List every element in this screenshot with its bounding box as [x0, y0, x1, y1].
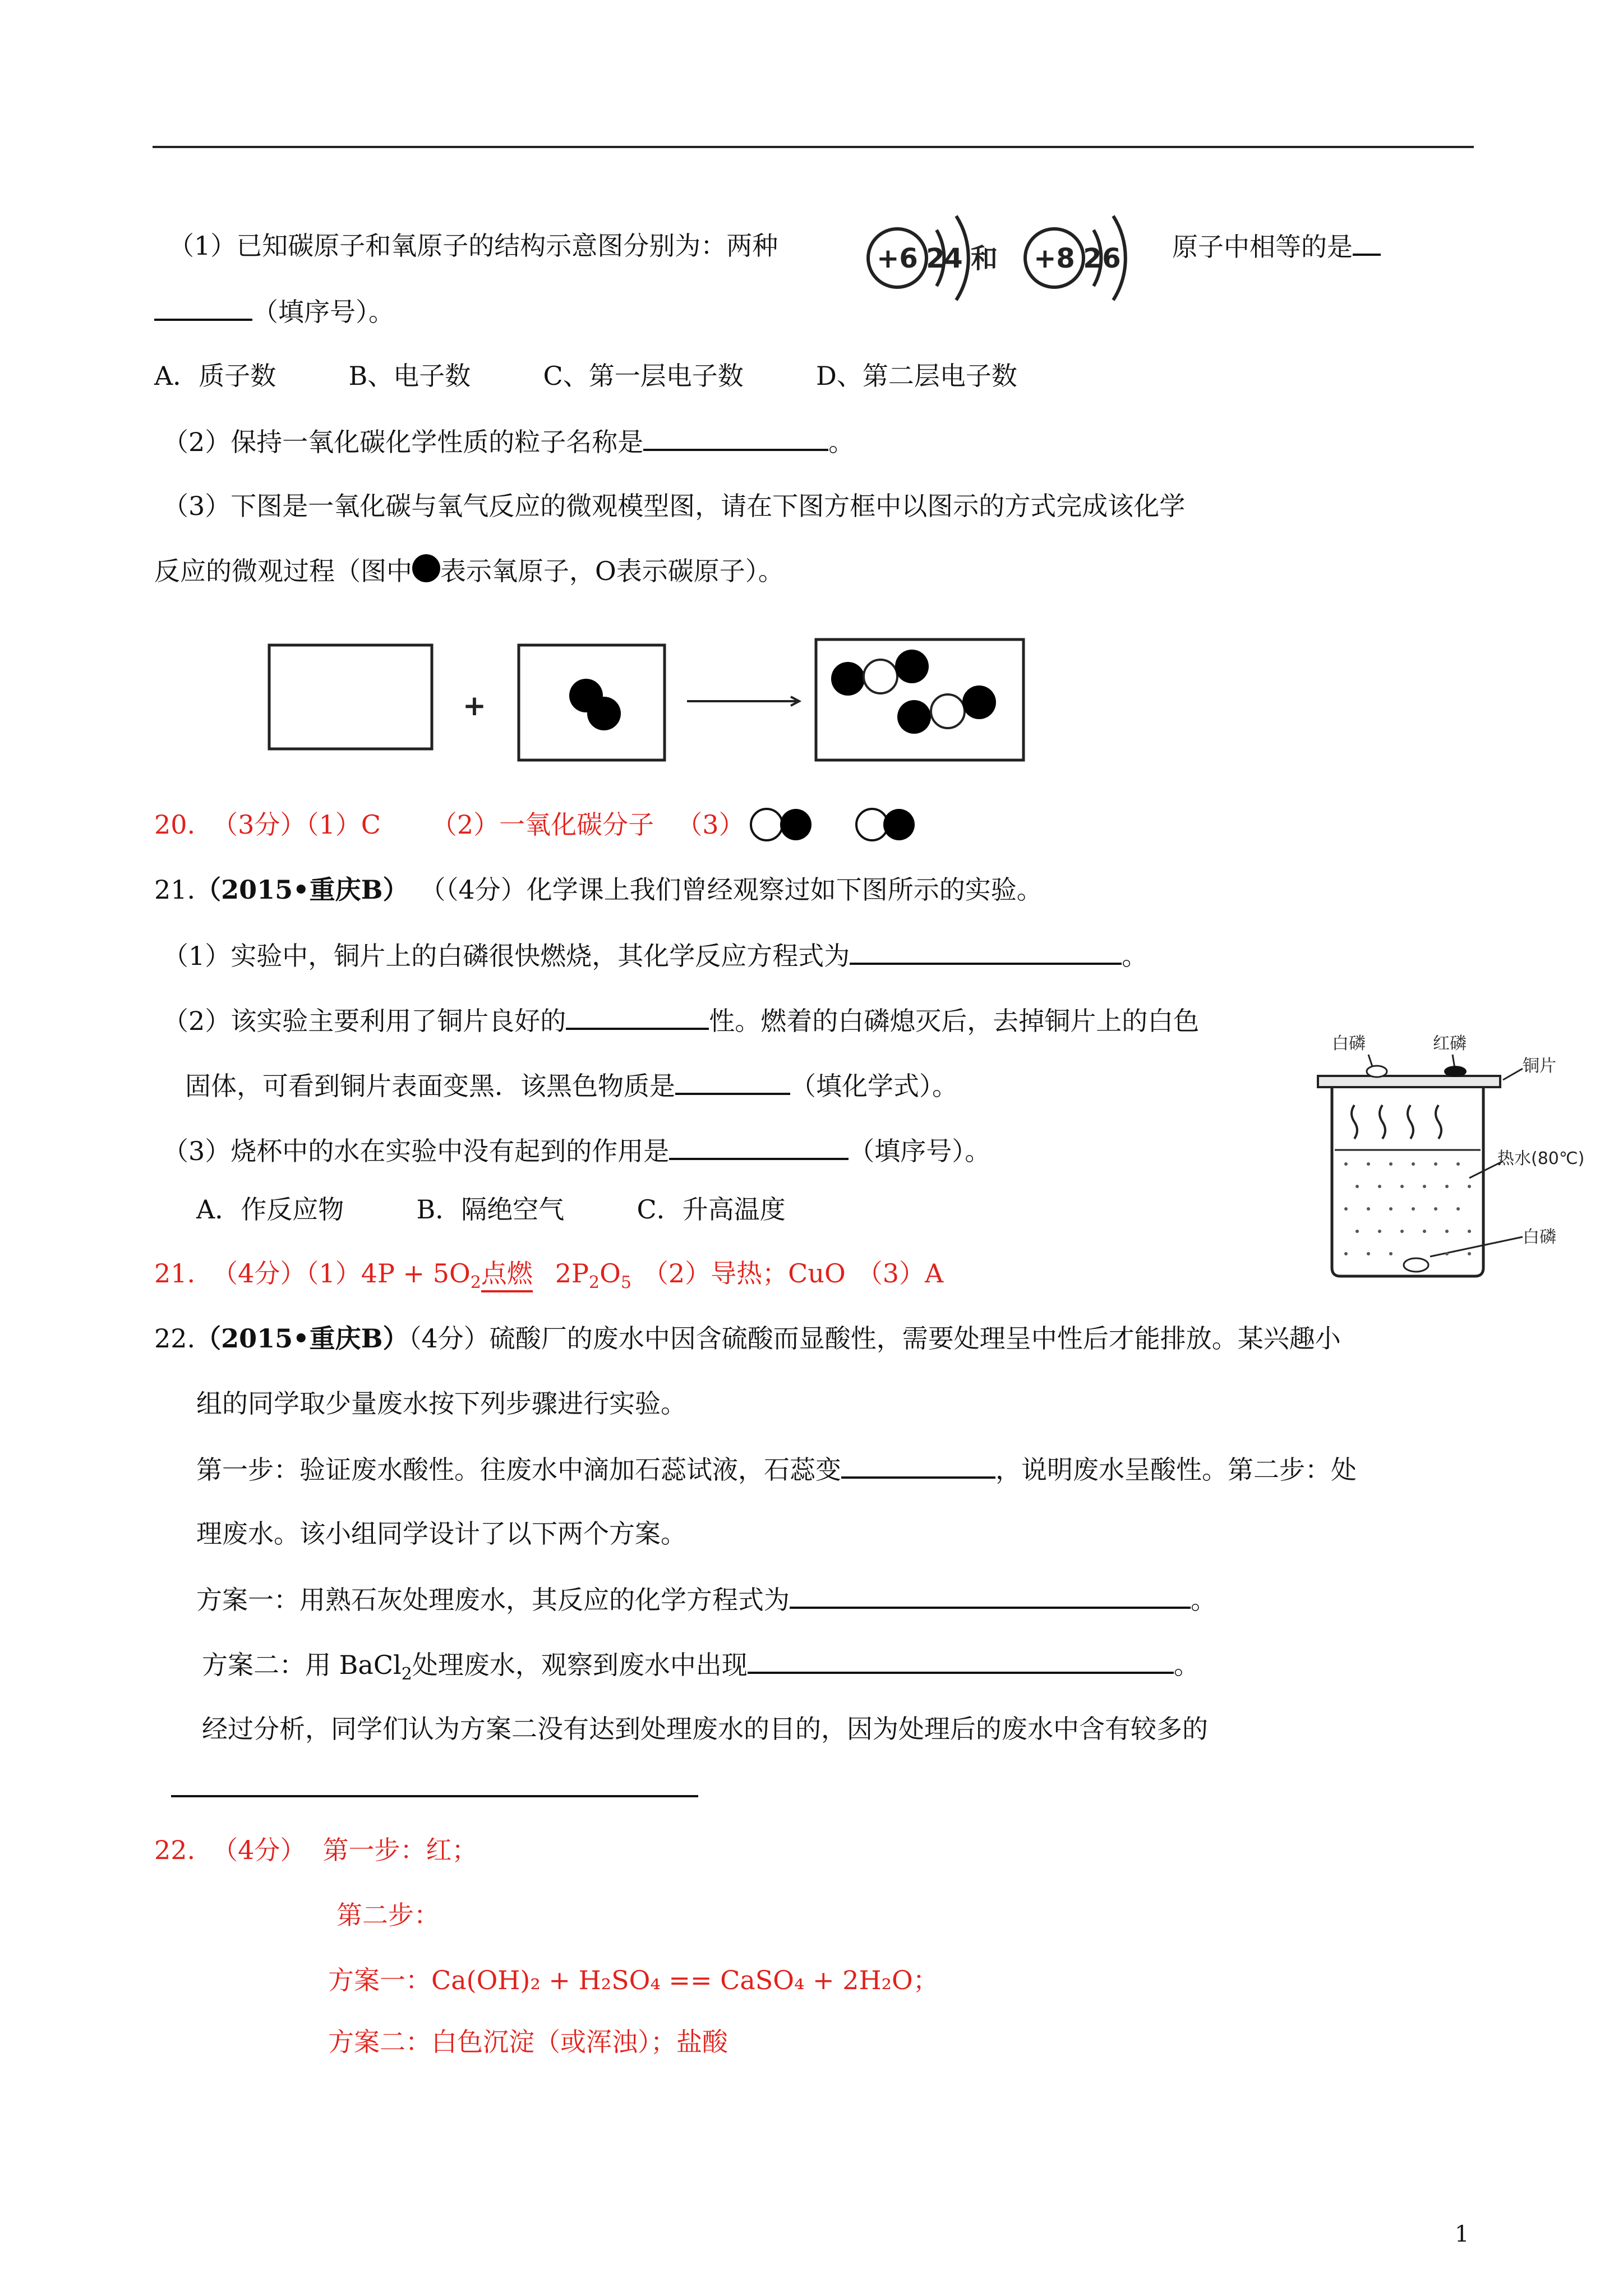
option-b: B．隔绝空气	[416, 1194, 565, 1225]
phosphorus-combustion-apparatus	[1307, 1027, 1585, 1285]
answer-blank[interactable]	[566, 1003, 709, 1030]
q19-part1-line2: （填序号）。	[154, 294, 394, 329]
oxygen-atom	[897, 700, 931, 734]
q21-part1: （1）实验中，铜片上的白磷很快燃烧，其化学反应方程式为 。	[163, 938, 1147, 973]
oxygen-nucleus: +8	[1034, 243, 1075, 274]
answer-blank[interactable]	[669, 1133, 849, 1160]
q22-line2: 组的同学取少量废水按下列步骤进行实验。	[196, 1388, 686, 1419]
q22-plan2: 方案二：用 BaCl$_2$处理废水，观察到废水中出现 。	[202, 1647, 1200, 1691]
oxygen-shell1: 2	[1083, 243, 1102, 274]
white-phosphorus-on-copper	[1367, 1066, 1387, 1077]
answer-blank[interactable]	[675, 1068, 790, 1095]
q22-plan1: 方案一：用熟石灰处理废水，其反应的化学方程式为 。	[196, 1582, 1216, 1617]
label-white-phosphorus: 白磷	[1332, 1034, 1366, 1053]
oxygen-atom	[895, 650, 929, 683]
q21-part2-line2: 固体，可看到铜片表面变黑．该黑色物质是 （填化学式）。	[185, 1068, 958, 1103]
steam-icon	[1352, 1105, 1441, 1139]
label-hot-water: 热水(80℃)	[1497, 1149, 1585, 1168]
q21-title: 21.（2015•重庆B） （（4分）化学课上我们曾经观察过如下图所示的实验。	[154, 875, 1043, 905]
white-phosphorus-in-water	[1404, 1258, 1428, 1272]
atom-and: 和	[970, 243, 998, 274]
answer-blank[interactable]	[841, 1452, 995, 1479]
q21-part2-line1: （2）该实验主要利用了铜片良好的 性。燃着的白磷熄灭后，去掉铜片上的白色	[163, 1003, 1199, 1038]
q22-step1-line2: 理废水。该小组同学设计了以下两个方案。	[196, 1519, 686, 1549]
answer-blank[interactable]	[850, 938, 1122, 965]
oxygen-shell2: 6	[1102, 243, 1121, 274]
oxygen-atom	[962, 685, 996, 719]
copper-sheet	[1318, 1076, 1500, 1087]
label-white-phosphorus-water: 白磷	[1523, 1227, 1556, 1247]
reaction-condition: 点燃	[481, 1257, 533, 1292]
carbon-atom	[864, 660, 897, 693]
q19-part3-line1: （3）下图是一氧化碳与氧气反应的微观模型图，请在下图方框中以图示的方式完成该化学	[163, 491, 1186, 521]
q22-step1: 第一步：验证废水酸性。往废水中滴加石蕊试液，石蕊变 ，说明废水呈酸性。第二步：处	[196, 1452, 1357, 1487]
answer-20-co-molecules	[749, 802, 928, 847]
answer-22-plan2: 方案二：白色沉淀（或浑浊）；盐酸	[328, 2027, 728, 2057]
answer-22-step2: 第二步：	[336, 1900, 440, 1930]
carbon-shell2: 4	[944, 243, 963, 274]
q19-part1: （1）已知碳原子和氧原子的结构示意图分别为：两种	[168, 231, 778, 261]
water-dots	[1344, 1162, 1471, 1255]
carbon-atom	[931, 694, 965, 728]
q21-options	[196, 1193, 786, 1226]
empty-answer-box[interactable]	[269, 645, 432, 749]
carbon-shell1: 2	[926, 243, 945, 274]
red-phosphorus	[1444, 1066, 1467, 1077]
q22-title: 22.（2015•重庆B）（4分）硫酸厂的废水中因含硫酸而显酸性，需要处理呈中性后才能排放。某兴趣小	[154, 1323, 1341, 1354]
option-a: A．作反应物	[196, 1194, 344, 1225]
q19-options	[154, 359, 1017, 393]
q19-part3-line2: 反应的微观过程（图中 表示氧原子，O表示碳原子）。	[154, 554, 784, 588]
q19-part2: （2）保持一氧化碳化学性质的粒子名称是 。	[163, 424, 854, 459]
label-red-phosphorus: 红磷	[1433, 1034, 1467, 1053]
page-number: 1	[1455, 2221, 1469, 2247]
carbon-nucleus: +6	[877, 243, 918, 274]
atom-structure-diagram	[852, 196, 1166, 320]
option-c: C．升高温度	[637, 1194, 786, 1225]
answer-20: 20. （3分）（1）C （2）一氧化碳分子 （3）	[154, 809, 745, 840]
q19-part1-suffix: 原子中相等的是	[1172, 229, 1381, 264]
answer-blank[interactable]	[748, 1647, 1174, 1674]
answer-blank[interactable]	[643, 424, 828, 451]
option-d: D、第二层电子数	[816, 361, 1017, 391]
q21-part3: （3）烧杯中的水在实验中没有起到的作用是 （填序号）。	[163, 1133, 990, 1168]
oxygen-atom-icon	[412, 554, 440, 582]
oxygen-atom	[587, 697, 621, 730]
answer-blank[interactable]	[154, 294, 252, 321]
answer-22: 22. （4分） 第一步：红；	[154, 1835, 478, 1865]
answer-blank[interactable]	[790, 1582, 1191, 1609]
plus-sign: +	[463, 689, 486, 722]
option-a: A．质子数	[154, 361, 276, 391]
option-c: C、第一层电子数	[543, 361, 744, 391]
answer-22-plan1: 方案一：Ca(OH)₂ + H₂SO₄ == CaSO₄ + 2H₂O；	[328, 1965, 939, 1995]
oxygen-atom	[831, 662, 865, 696]
answer-21: 21. （4分）$(1)4P + 5O_2$点燃 $2P_2O_5$ （2）导热；CuO （3）A	[154, 1257, 943, 1300]
reaction-model-diagram	[264, 634, 1026, 774]
header-rule	[153, 146, 1474, 148]
answer-blank[interactable]	[1353, 229, 1381, 256]
option-b: B、电子数	[348, 361, 471, 391]
q22-analysis: 经过分析，同学们认为方案二没有达到处理废水的目的，因为处理后的废水中含有较多的	[202, 1714, 1208, 1744]
label-copper-sheet: 铜片	[1523, 1056, 1556, 1076]
answer-blank[interactable]	[171, 1795, 698, 1797]
